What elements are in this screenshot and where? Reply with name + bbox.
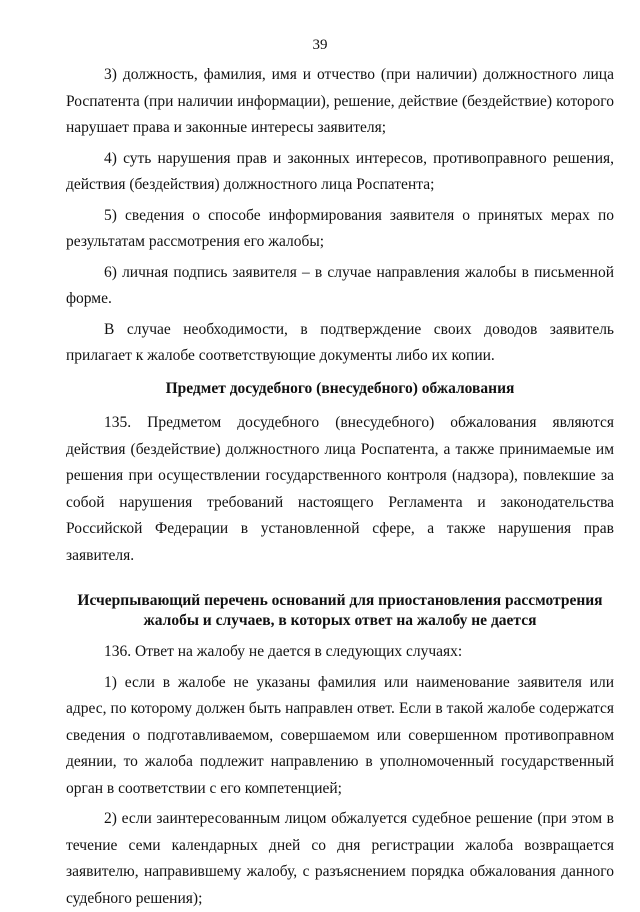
page-number: 39 xyxy=(312,37,328,53)
document-body xyxy=(66,62,614,912)
paragraph-136-item-1: 1) если в жалобе не указаны фамилия или наименование заявителя или адрес, по которому должен быть направлен ответ. Если в такой жалобе содержатся сведения о подготавливаемом, совершаемом или совершенном противоправном деянии, то жалоба подлежит направлению в уполномоченный государственный орган в соответствии с его компетенцией; xyxy=(66,673,614,797)
paragraph-135: 135. Предметом досудебного (внесудебного) обжалования являются действия (бездействие) должностного лица Роспатента, а также принимаемые им решения при осуществлении государственного контроля (надзора), повлекшие за собой нарушения требований настоящего Регламента и законодательства Российской Федерации в установленной сфере, а также нарушения прав заявителя. xyxy=(66,414,614,564)
section-heading-appeal-subject: Предмет досудебного (внесудебного) обжалования xyxy=(165,379,515,397)
paragraph-136: 136. Ответ на жалобу не дается в следующих случаях: xyxy=(104,643,463,660)
paragraph-item-4: 4) суть нарушения прав и законных интересов, противоправного решения, действия (бездействия) должностного лица Роспатента; xyxy=(66,149,614,193)
section-heading-grounds: Исчерпывающий перечень оснований для приостановления рассмотрения жалобы и случаев, в которых ответ на жалобу не дается xyxy=(77,592,603,629)
paragraph-136-item-2: 2) если заинтересованным лицом обжалуется судебное решение (при этом в течение семи календарных дней со дня регистрации жалоба возвращается заявителю, направившему жалобу, с разъяснением порядка обжалования данного судебного решения); xyxy=(66,810,614,907)
paragraph-item-3: 3) должность, фамилия, имя и отчество (при наличии) должностного лица Роспатента (при наличии информации), решение, действие (бездействие) которого нарушает права и законные интересы заявителя; xyxy=(66,66,614,136)
paragraph-item-5: 5) сведения о способе информирования заявителя о принятых мерах по результатам рассмотрения его жалобы; xyxy=(66,206,614,250)
paragraph-item-6: 6) личная подпись заявителя – в случае направления жалобы в письменной форме. xyxy=(66,263,614,307)
paragraph-attachments: В случае необходимости, в подтверждение своих доводов заявитель прилагает к жалобе соответствующие документы либо их копии. xyxy=(66,320,614,364)
